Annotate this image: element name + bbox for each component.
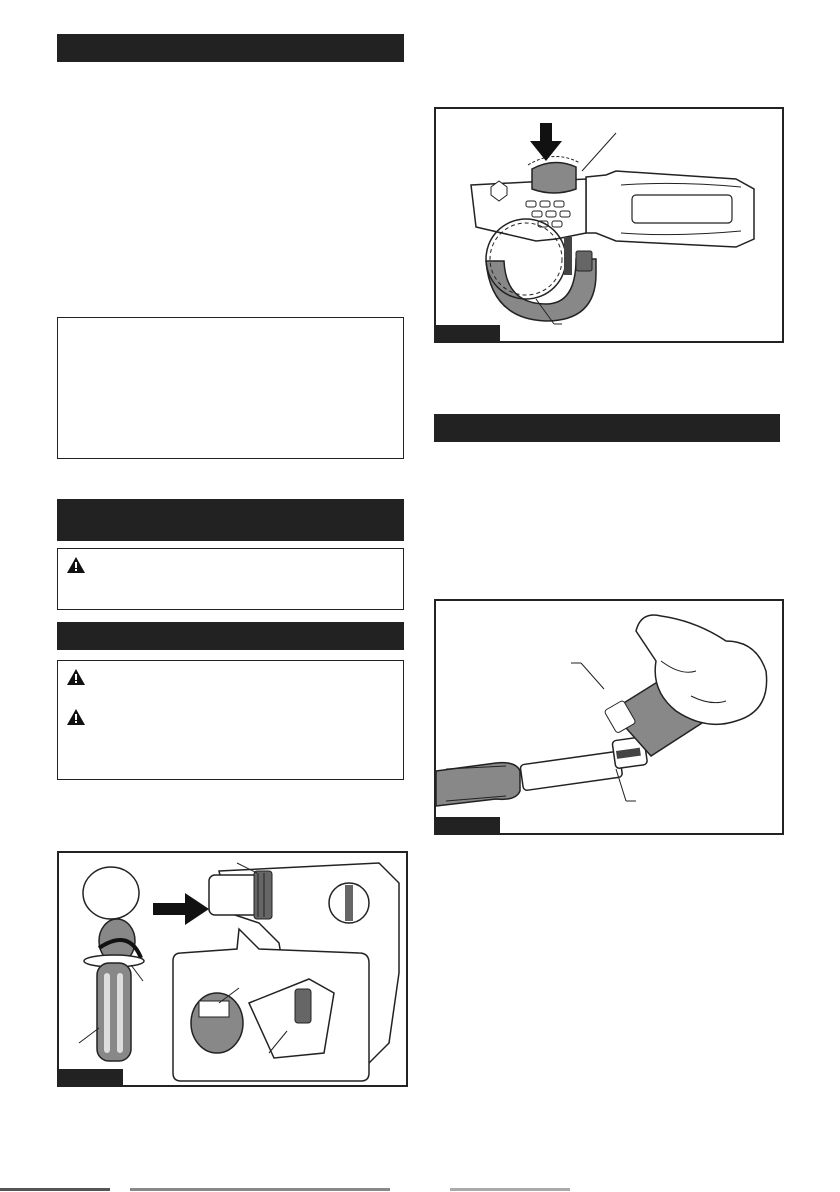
figure-side-grip-band (434, 107, 784, 343)
figure-label-tag (436, 325, 500, 341)
section-heading-bar-grip (57, 622, 404, 650)
bit-grease-illustration (436, 601, 782, 833)
warning-triangle-icon (66, 708, 86, 726)
note-box (57, 317, 404, 459)
figure-bit-grease (434, 599, 784, 835)
arrow-icon (530, 123, 562, 161)
figure-label-tag (59, 1069, 123, 1085)
warning-box-assembly (57, 548, 404, 610)
side-grip-band-illustration (436, 109, 782, 341)
figure-label-tag (436, 817, 500, 833)
section-heading-bar-assembly (57, 499, 404, 541)
page-footer-strip (0, 1186, 840, 1192)
side-grip-install-illustration (59, 853, 406, 1085)
warning-box-grip (57, 660, 404, 780)
warning-triangle-icon (66, 668, 86, 686)
figure-side-grip-install (57, 851, 408, 1087)
arrow-icon (153, 893, 209, 925)
warning-triangle-icon (66, 556, 86, 574)
section-heading-bar-grease (434, 414, 780, 442)
section-heading-bar-1 (57, 34, 404, 62)
